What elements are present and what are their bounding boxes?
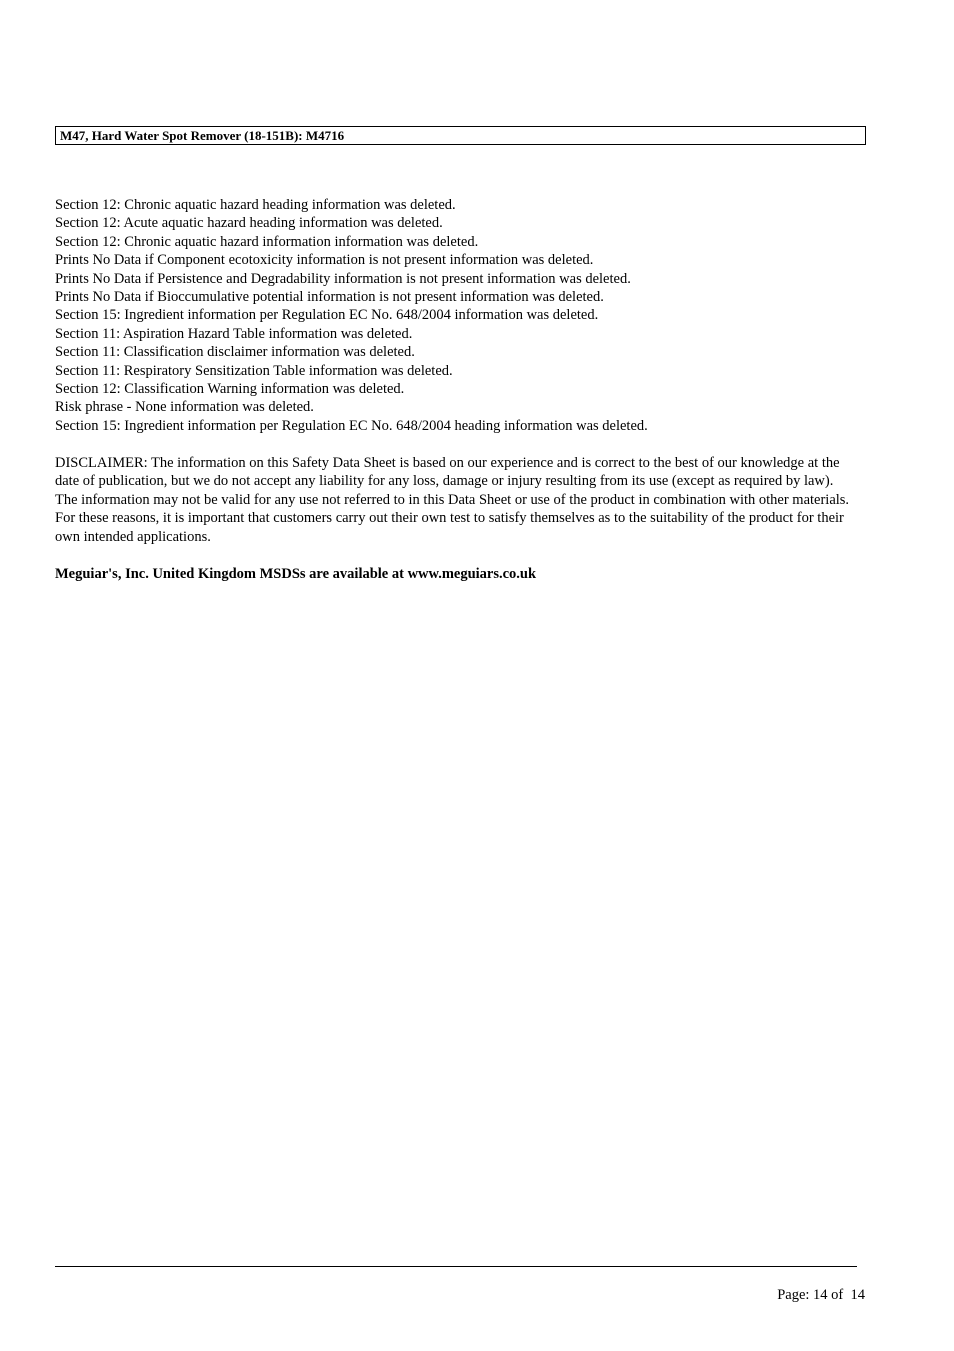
revision-notes-list	[55, 196, 875, 435]
list-item: Section 11: Aspiration Hazard Table information was deleted.	[55, 325, 413, 342]
list-item: Prints No Data if Bioccumulative potential information is not present information was deleted.	[55, 289, 604, 306]
list-item: Section 12: Chronic aquatic hazard heading information was deleted.	[55, 197, 456, 213]
list-item: Section 15: Ingredient information per Regulation EC No. 648/2004 heading information was deleted.	[55, 417, 648, 434]
document-header-box	[55, 126, 866, 145]
footer-divider	[55, 1266, 857, 1267]
list-item: Section 11: Respiratory Sensitization Table information was deleted.	[55, 362, 453, 379]
page-number: Page: 14 of 14	[777, 1287, 865, 1303]
list-item: Section 12: Acute aquatic hazard heading information was deleted.	[55, 215, 443, 232]
msds-availability-note: Meguiar's, Inc. United Kingdom MSDSs are available at www.meguiars.co.uk	[55, 566, 537, 582]
list-item: Prints No Data if Persistence and Degradability information is not present information was deleted.	[55, 270, 631, 287]
document-title: M47, Hard Water Spot Remover (18-151B): M4716	[60, 128, 345, 143]
list-item: Section 15: Ingredient information per Regulation EC No. 648/2004 information was deleted.	[55, 307, 599, 324]
list-item: Risk phrase - None information was deleted.	[55, 399, 314, 416]
list-item: Section 12: Chronic aquatic hazard information information was deleted.	[55, 233, 479, 250]
list-item: Section 11: Classification disclaimer information was deleted.	[55, 344, 415, 361]
disclaimer-paragraph: DISCLAIMER: The information on this Safety Data Sheet is based on our experience and is correct to the best of our knowledge at the date of publication, but we do not accept any liability for any loss, damage or injury resulting from its use (except as required by law). The information may not be valid for any use not referred to in this Data Sheet or use of the product in combination with other materials. For these reasons, it is important that customers carry out their own test to satisfy themselves as to the suitability of the product for their own intended applications.	[55, 455, 850, 545]
list-item: Section 12: Classification Warning information was deleted.	[55, 381, 405, 398]
list-item: Prints No Data if Component ecotoxicity information is not present information was deleted.	[55, 252, 594, 269]
